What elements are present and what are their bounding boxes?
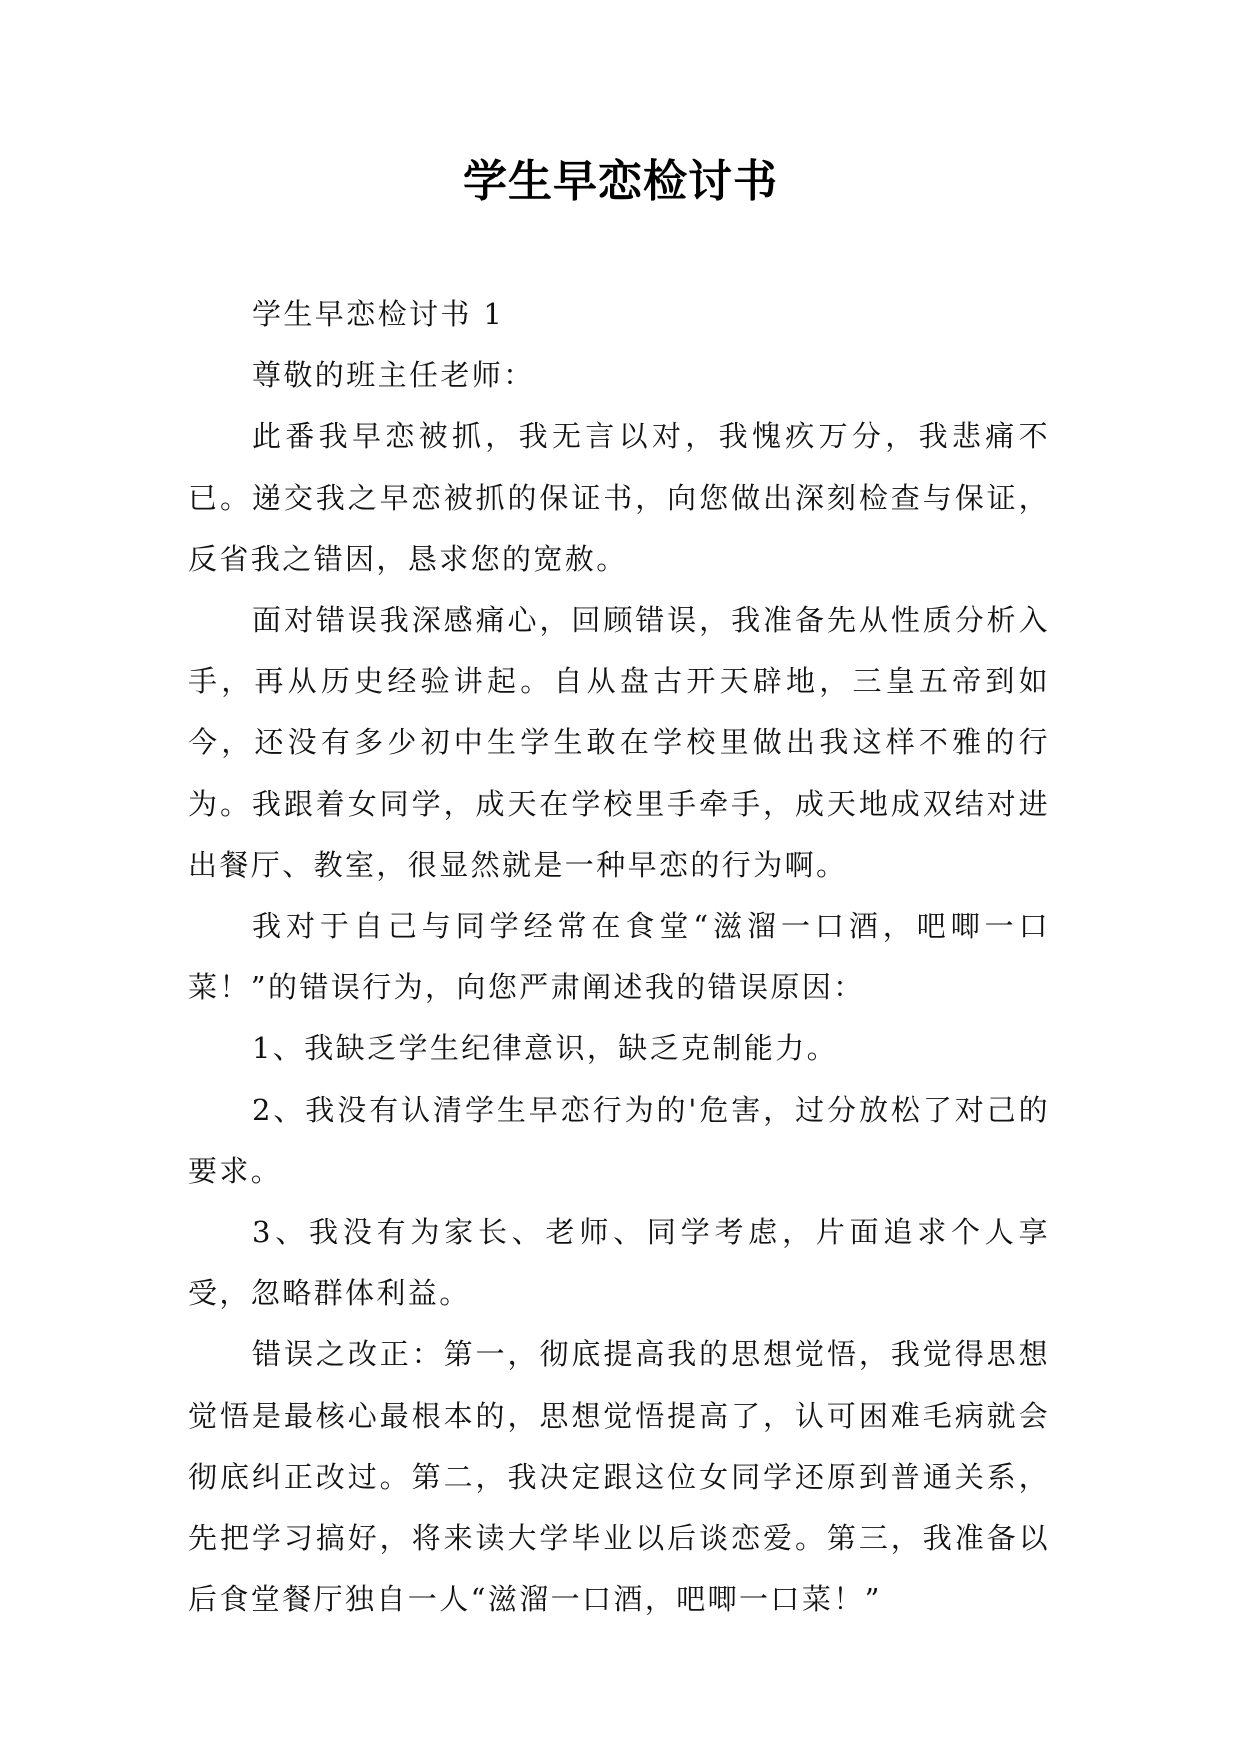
list-item: 3、我没有为家长、老师、同学考虑，片面追求个人享受，忽略群体利益。	[188, 1215, 1050, 1311]
salutation: 尊敬的班主任老师：	[252, 358, 535, 393]
document-title: 学生早恋检讨书	[463, 156, 778, 207]
document-body	[188, 284, 1050, 1630]
paragraph: 我对于自己与同学经常在食堂“滋溜一口酒，吧唧一口菜！”的错误行为，向您严肃阐述我的错误原因：	[188, 909, 1050, 1005]
paragraph: 此番我早恋被抓，我无言以对，我愧疚万分，我悲痛不已。递交我之早恋被抓的保证书，向您做出深刻检查与保证，反省我之错因，恳求您的宽赦。	[188, 419, 1050, 576]
paragraph: 错误之改正：第一，彻底提高我的思想觉悟，我觉得思想觉悟是最核心最根本的，思想觉悟提高了，认可困难毛病就会彻底纠正改过。第二，我决定跟这位女同学还原到普通关系，先把学习搞好，将来读大学毕业以后谈恋爱。第三，我准备以后食堂餐厅独自一人“滋溜一口酒，吧唧一口菜！”	[188, 1337, 1050, 1617]
list-item: 2、我没有认清学生早恋行为的'危害，过分放松了对己的要求。	[188, 1092, 1050, 1188]
paragraph: 面对错误我深感痛心，回顾错误，我准备先从性质分析入手，再从历史经验讲起。自从盘古开天辟地，三皇五帝到如今，还没有多少初中生学生敢在学校里做出我这样不雅的行为。我跟着女同学，成天在学校里手牵手，成天地成双结对进出餐厅、教室，很显然就是一种早恋的行为啊。	[188, 603, 1050, 882]
section-heading: 学生早恋检讨书 1	[252, 297, 505, 331]
list-item: 1、我缺乏学生纪律意识，缺乏克制能力。	[252, 1031, 839, 1066]
